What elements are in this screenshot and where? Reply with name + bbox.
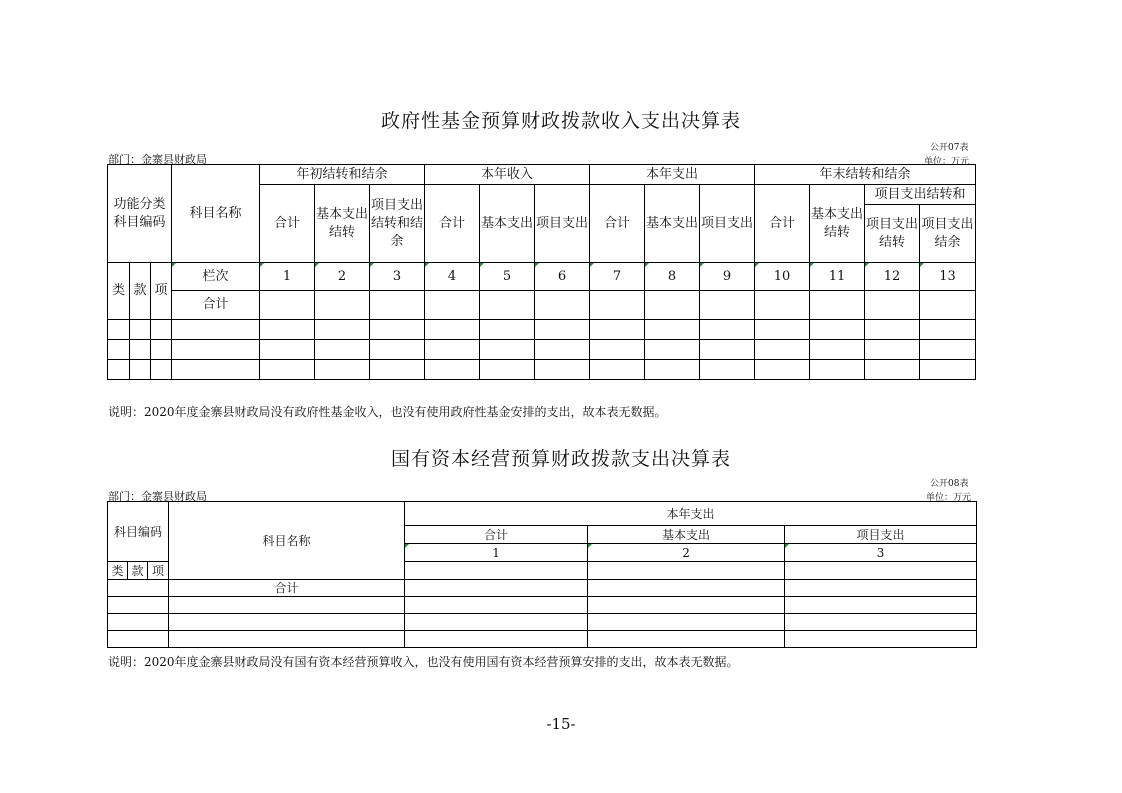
- column-number: 4: [425, 263, 480, 291]
- table2-form-code: 公开08表: [930, 479, 969, 489]
- header-subject-name: 科目名称: [169, 502, 405, 580]
- col-header: 项目支出结转和结余: [370, 185, 425, 263]
- header-current-expense: 本年支出: [590, 165, 755, 185]
- column-number: 1: [260, 263, 315, 291]
- header-opening-balance: 年初结转和结余: [260, 165, 425, 185]
- column-number: 7: [590, 263, 645, 291]
- row-label-total: 合计: [169, 580, 405, 597]
- header-kuan: 款: [130, 263, 151, 320]
- table-row: [108, 580, 977, 597]
- header-xiang: 项: [151, 263, 172, 320]
- col-header: 项目支出结余: [920, 205, 976, 263]
- col-header: 项目支出: [535, 185, 590, 263]
- col-header: 基本支出: [645, 185, 700, 263]
- table-row: [108, 597, 977, 614]
- column-number: 11: [810, 263, 865, 291]
- column-number: 3: [785, 544, 977, 562]
- table1-department: 部门：金寨县财政局: [108, 153, 207, 166]
- state-capital-table: [107, 501, 977, 648]
- table1-form-code: 公开07表: [930, 143, 969, 153]
- table1-title: 政府性基金预算财政拨款收入支出决算表: [380, 110, 741, 132]
- col-header: 基本支出结转: [315, 185, 370, 263]
- column-number: 6: [535, 263, 590, 291]
- table-row: [108, 360, 976, 380]
- col-header: 基本支出: [480, 185, 535, 263]
- header-project-carryover: 项目支出结转和: [865, 185, 976, 205]
- col-header: 项目支出: [700, 185, 755, 263]
- col-header: 合计: [590, 185, 645, 263]
- table1-note: 说明：2020年度金寨县财政局没有政府性基金收入，也没有使用政府性基金安排的支出，故本表无数据。: [108, 405, 667, 419]
- col-header: 项目支出: [785, 526, 977, 544]
- table2-department: 部门：金寨县财政局: [108, 490, 207, 503]
- header-func-code: 功能分类科目编码: [108, 165, 172, 263]
- column-number: 5: [480, 263, 535, 291]
- header-lei: 类: [108, 562, 128, 580]
- column-number: 10: [755, 263, 810, 291]
- col-header: 基本支出结转: [810, 185, 865, 263]
- column-number: 13: [920, 263, 976, 291]
- column-number: 9: [700, 263, 755, 291]
- column-number: 8: [645, 263, 700, 291]
- column-number: 12: [865, 263, 920, 291]
- table2-title: 国有资本经营预算财政拨款支出决算表: [390, 448, 731, 470]
- gov-fund-table: [107, 164, 976, 380]
- header-current-expense: 本年支出: [405, 502, 977, 526]
- table2-note: 说明：2020年度金寨县财政局没有国有资本经营预算收入，也没有使用国有资本经营预算安排的支出，故本表无数据。: [108, 655, 739, 669]
- column-number: 3: [370, 263, 425, 291]
- col-header: 项目支出结转: [865, 205, 920, 263]
- column-number: 2: [588, 544, 785, 562]
- header-lei: 类: [108, 263, 130, 320]
- col-header: 合计: [405, 526, 588, 544]
- table-row: [108, 631, 977, 648]
- column-number: 2: [315, 263, 370, 291]
- header-subject-name: 科目名称: [172, 165, 260, 263]
- table-row: [108, 614, 977, 631]
- col-header: 合计: [755, 185, 810, 263]
- col-header: 合计: [260, 185, 315, 263]
- header-current-income: 本年收入: [425, 165, 590, 185]
- header-closing-balance: 年末结转和结余: [755, 165, 976, 185]
- table-row: [108, 320, 976, 340]
- column-number: 1: [405, 544, 588, 562]
- col-header: 合计: [425, 185, 480, 263]
- header-xiang: 项: [148, 562, 169, 580]
- row-label-lanci: 栏次: [172, 263, 260, 291]
- table-row: [108, 340, 976, 360]
- table1-unit: 单位：万元: [924, 157, 970, 167]
- page-number: -15-: [546, 715, 576, 733]
- col-header: 基本支出: [588, 526, 785, 544]
- header-kuan: 款: [128, 562, 148, 580]
- table2-unit: 单位：万元: [926, 493, 972, 503]
- header-subject-code: 科目编码: [108, 502, 169, 562]
- row-label-total: 合计: [172, 291, 260, 320]
